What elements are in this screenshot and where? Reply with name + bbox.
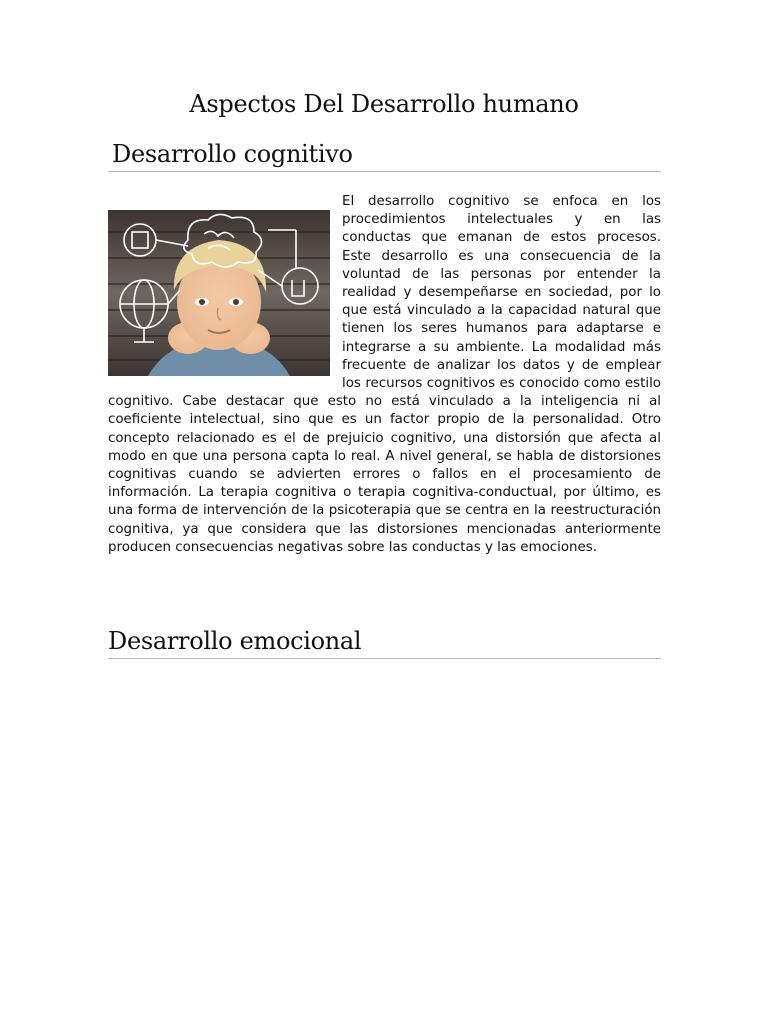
section-heading-desarrollo-cognitivo: [108, 140, 661, 172]
section-heading-text: Desarrollo cognitivo: [112, 140, 353, 168]
section-body-desarrollo-cognitivo: [108, 193, 661, 557]
section-paragraph: El desarrollo cognitivo se enfoca en los procedimientos intelectuales y en las conductas que emanan de estos procesos. Este desarrollo es una consecuencia de la voluntad de las personas por entender la realidad y desempeñarse en sociedad, por lo que está vinculado a la capacidad natural que tienen los seres humanos para adaptarse e integrarse a su ambiente. La modalidad más frecuente de analizar los datos y de emplear los recursos cognitivos es conocido como estilo cognitivo. Cabe destacar que esto no está vinculado a la inteligencia ni al coeficiente intelectual, sino que es un factor propio de la personalidad. Otro concepto relacionado es el de prejuicio cognitivo, una distorsión que afecta al modo en que una persona capta lo real. A nivel general, se habla de distorsiones cognitivas cuando se advierten errores o fallos en el procesamiento de información. La terapia cognitiva o terapia cognitiva-conductual, por último, es una forma de intervención de la psicoterapia que se centra en la reestructuración cognitiva, ya que considera que las distorsiones mencionadas anteriormente producen consecuencias negativas sobre las conductas y las emociones.: [108, 194, 661, 555]
document-title: Aspectos Del Desarrollo humano: [189, 90, 579, 118]
section-heading-desarrollo-emocional: Desarrollo emocional: [108, 627, 661, 659]
child-thinking-photo-icon: [108, 210, 330, 376]
child-thinking-image: [108, 210, 330, 376]
